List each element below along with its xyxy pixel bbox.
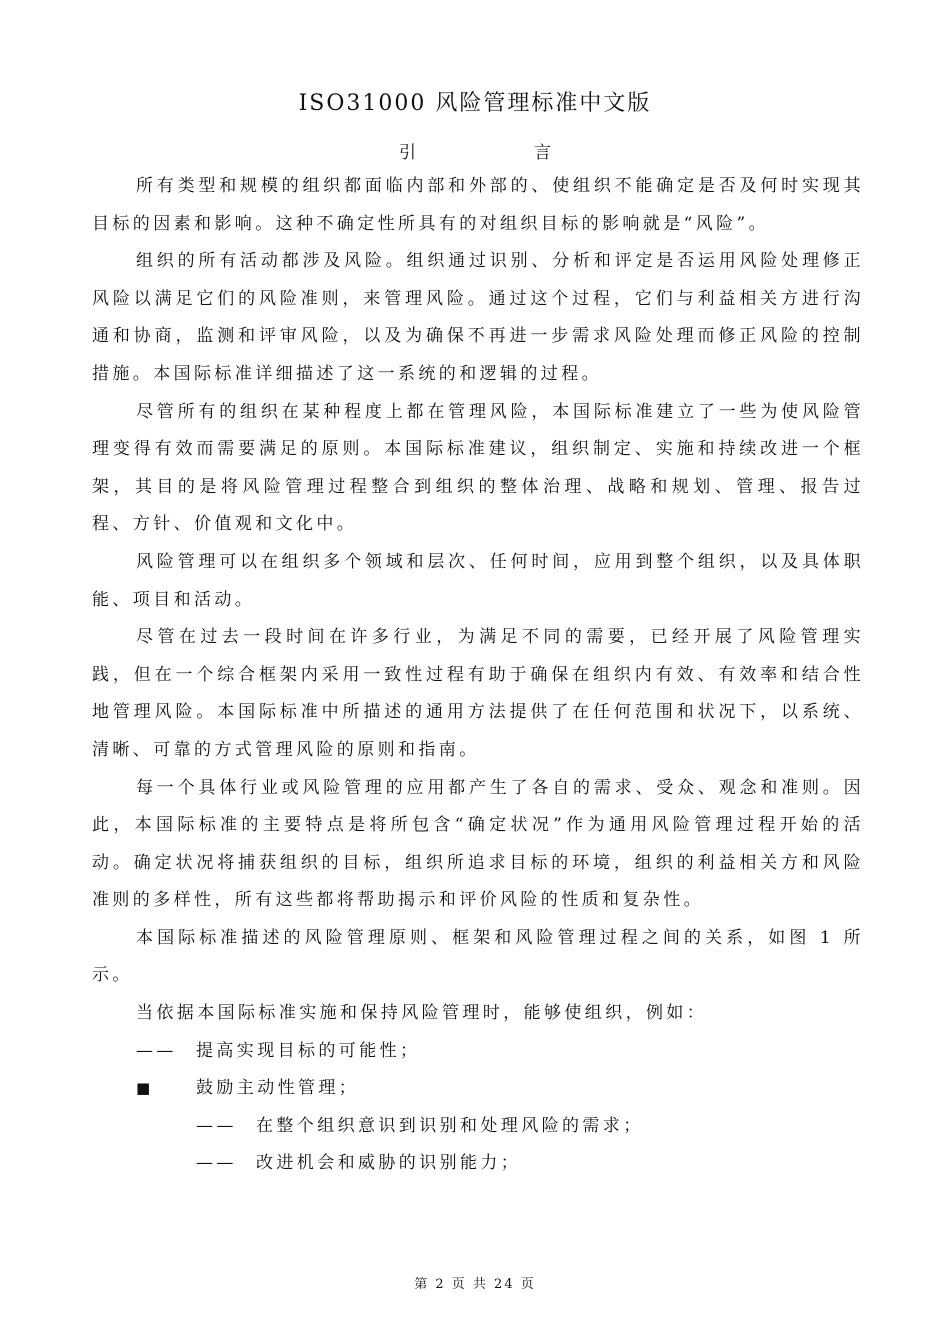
- paragraph: 尽管所有的组织在某种程度上都在管理风险，本国际标准建立了一些为使风险管理变得有效而需要满足的原则。本国际标准建议，组织制定、实施和持续改进一个框架，其目的是将风险管理过程整合到组织的整体治理、战略和规划、管理、报告过程、方针、价值观和文化中。: [92, 401, 864, 535]
- list-item-text: 在整个组织意识到识别和处理风险的需求；: [256, 1115, 644, 1136]
- paragraph: 组织的所有活动都涉及风险。组织通过识别、分析和评定是否运用风险处理修正风险以满足它们的风险准则，来管理风险。通过这个过程，它们与利益相关方进行沟通和协商，监测和评审风险，以及为确保不再进一步需求风险处理而修正风险的控制措施。本国际标准详细描述了这一系统的和逻辑的过程。: [92, 251, 864, 384]
- list-item: [92, 1070, 864, 1108]
- dash-marker: ——: [196, 1153, 237, 1174]
- paragraph: 尽管在过去一段时间在许多行业，为满足不同的需要，已经开展了风险管理实践，但在一个综合框架内采用一致性过程有助于确保在组织内有效、有效率和结合性地管理风险。本国际标准中所描述的通用方法提供了在任何范围和状况下，以系统、清晰、可靠的方式管理风险的原则和指南。: [92, 627, 864, 760]
- list-item: [92, 1108, 864, 1146]
- section-heading-introduction: [0, 138, 950, 163]
- paragraph: 每一个具体行业或风险管理的应用都产生了各自的需求、受众、观念和准则。因此，本国际标准的主要特点是将所包含“确定状况”作为通用风险管理过程开始的活动。确定状况将捕获组织的目标，组织所追求目标的环境，组织的利益相关方和风险准则的多样性，所有这些都将帮助揭示和评价风险的性质和复杂性。: [92, 777, 864, 911]
- square-bullet-icon: ■: [136, 1079, 154, 1098]
- paragraph: 本国际标准描述的风险管理原则、框架和风险管理过程之间的关系，如图 1 所示。: [92, 927, 864, 986]
- list-item: [92, 1145, 864, 1183]
- paragraph: 风险管理可以在组织多个领域和层次、任何时间，应用到整个组织，以及具体职能、项目和活动。: [92, 551, 864, 610]
- dash-marker: ——: [196, 1115, 237, 1136]
- page-footer: 第 2 页 共 24 页: [414, 1277, 536, 1292]
- dash-marker: ——: [136, 1040, 177, 1061]
- document-body: [92, 168, 864, 1183]
- intro-heading-char-2: 言: [534, 143, 551, 163]
- list-item-text: 改进机会和威胁的识别能力；: [256, 1153, 522, 1174]
- list-item-text: 鼓励主动性管理；: [196, 1078, 360, 1099]
- list-item: [92, 1033, 864, 1071]
- intro-heading-char-1: 引: [399, 143, 416, 163]
- paragraph: 所有类型和规模的组织都面临内部和外部的、使组织不能确定是否及何时实现其目标的因素和影响。这种不确定性所具有的对组织目标的影响就是“风险”。: [92, 176, 864, 234]
- paragraph: 当依据本国际标准实施和保持风险管理时，能够使组织，例如：: [136, 1003, 708, 1024]
- document-title: ISO31000 风险管理标准中文版: [298, 91, 652, 116]
- list-item-text: 提高实现目标的可能性；: [196, 1040, 421, 1061]
